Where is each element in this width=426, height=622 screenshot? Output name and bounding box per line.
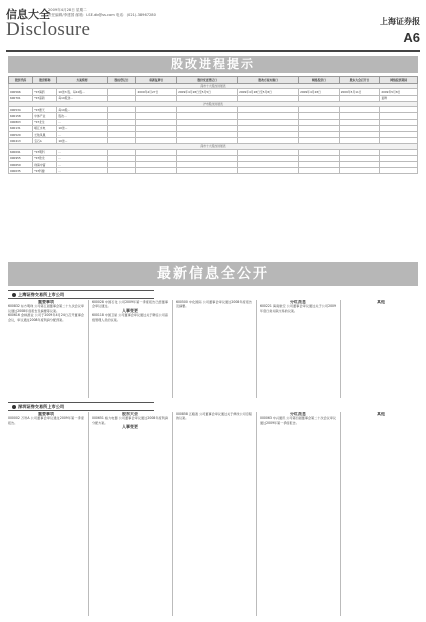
table-cell bbox=[238, 168, 299, 174]
table-cell: 000803 bbox=[9, 119, 33, 125]
table-cell bbox=[177, 168, 238, 174]
shenzhen-column-4 bbox=[256, 412, 336, 616]
column-header: 股份变更登记日 bbox=[177, 77, 238, 84]
table-cell: 2009年4月27日 bbox=[136, 89, 177, 95]
shenzhen-section-title: 深圳证券交易所上市公司 bbox=[18, 404, 65, 409]
issue-date-line bbox=[48, 8, 218, 18]
news-paragraph: 000651 格力电器 公司董事会审议通过2008年度利润分配方案。 bbox=[92, 416, 168, 425]
table-cell: 每10股... bbox=[57, 107, 107, 113]
newspaper-section-logo: 信息大全 bbox=[6, 8, 50, 21]
reform-progress-banner: 股改进程提示 bbox=[8, 56, 418, 73]
table-cell: *ST高新 bbox=[33, 95, 57, 101]
table-cell: 2009年4月28日至5月5日 bbox=[177, 89, 238, 95]
table-cell: *ST惠天 bbox=[33, 107, 57, 113]
news-paragraph: 600500 中化国际 公司董事会审议通过2008年度报告及摘要。 bbox=[176, 300, 252, 309]
editor-contact: 责任编辑/李建国 邮箱：LSE.db@ss.com 电话：(021)-38967280 bbox=[48, 13, 156, 17]
table-cell: 每10股送... bbox=[57, 95, 107, 101]
table-cell: 长航凤凰 bbox=[33, 131, 57, 137]
table-cell bbox=[299, 168, 340, 174]
column-header: 股东大会召开日 bbox=[339, 77, 380, 84]
page-number: A6 bbox=[403, 30, 420, 45]
shenzhen-column-5 bbox=[340, 412, 418, 616]
table-cell: 2009年4月28日 bbox=[299, 89, 340, 95]
table-body bbox=[9, 84, 418, 174]
news-paragraph: 600221 海南航空 公司董事会审议通过关于公司2009年度日常关联交易的议案。 bbox=[260, 304, 336, 313]
table-cell: 珠海中富 bbox=[33, 162, 57, 168]
group-label: 沪市股改进展表 bbox=[9, 101, 418, 106]
subhead-dividend: 分红派息 bbox=[290, 412, 306, 416]
shenzhen-column-1 bbox=[8, 412, 84, 616]
table-cell: ... bbox=[57, 155, 107, 161]
column-header: 股票代码 bbox=[9, 77, 33, 84]
table-cell: 600158 bbox=[9, 113, 33, 119]
shanghai-column-5 bbox=[340, 300, 418, 398]
table-cell: 宝石A bbox=[33, 138, 57, 144]
table-cell: *ST明科 bbox=[33, 149, 57, 155]
shanghai-column-1 bbox=[8, 300, 84, 398]
table-cell bbox=[339, 168, 380, 174]
paper-name: 上海证券报 bbox=[380, 16, 420, 26]
news-paragraph: 600616 金枫酒业 公司于2009年4月24日召开董事会会议，审议通过2008年度利润分配预案。 bbox=[8, 313, 84, 322]
column-header: 网络投票日 bbox=[299, 77, 340, 84]
table-cell: 2009年5月8日 bbox=[380, 89, 418, 95]
table-cell: 000566 bbox=[9, 89, 33, 95]
table-cell: 复牌 bbox=[380, 95, 418, 101]
subhead-important: 重要事项 bbox=[38, 300, 54, 304]
table-cell: 10送... bbox=[57, 138, 107, 144]
subhead-other: 其他 bbox=[377, 300, 385, 304]
news-paragraph: 000858 五粮液 公司董事会审议通过关于修改公司章程的议案。 bbox=[176, 412, 252, 421]
column-header: 重新复牌日 bbox=[136, 77, 177, 84]
table-cell: 10送3 股、每10股... bbox=[57, 89, 107, 95]
table-cell: ... bbox=[57, 168, 107, 174]
column-header: 股权登记日 bbox=[107, 77, 136, 84]
table-cell: 000413 bbox=[9, 138, 33, 144]
shanghai-section-header bbox=[8, 290, 154, 299]
table-cell: ... bbox=[57, 119, 107, 125]
group-label: 深市十大股改进展表 bbox=[9, 144, 418, 149]
subhead-important: 重要事项 bbox=[38, 412, 54, 416]
table-cell: ... bbox=[57, 162, 107, 168]
column-header: 方案简要 bbox=[57, 77, 107, 84]
news-paragraph: 600832 东方明珠 公司第五届董事会第二十九次会议审议通过2008年度报告及摘要等议案。 bbox=[8, 304, 84, 313]
table-cell bbox=[136, 168, 177, 174]
section-title-english: Disclosure bbox=[6, 19, 91, 40]
column-header: 股改方案实施日 bbox=[238, 77, 299, 84]
news-paragraph: 600118 中国卫星 公司董事会审议通过关于聘任公司高级管理人员的议案。 bbox=[92, 313, 168, 322]
table-cell: 2009年4月28日至5月8日 bbox=[238, 89, 299, 95]
latest-info-banner: 最新信息全公开 bbox=[8, 262, 418, 286]
news-paragraph: 000063 中兴通讯 公司第四届董事会第二十次会议审议通过2009年第一季度报告。 bbox=[260, 416, 336, 425]
table-cell: 股改... bbox=[57, 113, 107, 119]
column-header: 网络投票期间 bbox=[380, 77, 418, 84]
shenzhen-section-header bbox=[8, 402, 154, 411]
shenzhen-column-3 bbox=[172, 412, 252, 616]
news-paragraph: 000002 万科A 公司董事会审议通过2009年第一季度报告。 bbox=[8, 416, 84, 425]
table-cell: 600091 bbox=[9, 149, 33, 155]
table-cell: *ST欣龙 bbox=[33, 155, 57, 161]
shanghai-columns bbox=[8, 300, 418, 398]
issue-date: 2009年4月28日 星期二 bbox=[48, 8, 87, 12]
table-cell: 000955 bbox=[9, 155, 33, 161]
table-cell: *ST北生 bbox=[33, 119, 57, 125]
subhead-personnel: 人事变更 bbox=[122, 307, 138, 313]
bullet-icon bbox=[12, 405, 16, 409]
table-cell: 000035 bbox=[9, 168, 33, 174]
shanghai-column-2 bbox=[88, 300, 168, 398]
table-cell: 岷江水电 bbox=[33, 125, 57, 131]
table-cell: 000534 bbox=[9, 107, 33, 113]
subhead-meeting: 股东大会 bbox=[122, 412, 138, 416]
table-cell: ... bbox=[57, 131, 107, 137]
table-header-row bbox=[9, 77, 418, 84]
table-cell: 2009年5月11日 bbox=[339, 89, 380, 95]
table-cell: 000520 bbox=[9, 131, 33, 137]
column-header: 股票简称 bbox=[33, 77, 57, 84]
subhead-dividend: 分红派息 bbox=[290, 300, 306, 304]
shanghai-section-title: 上海证券交易所上市公司 bbox=[18, 292, 65, 297]
table-cell: 600131 bbox=[9, 125, 33, 131]
table-cell: ... bbox=[57, 149, 107, 155]
subhead-other: 其他 bbox=[377, 412, 385, 416]
shenzhen-column-2 bbox=[88, 412, 168, 616]
table-cell bbox=[380, 168, 418, 174]
masthead bbox=[6, 6, 420, 52]
table-cell: 000659 bbox=[9, 162, 33, 168]
shanghai-column-3 bbox=[172, 300, 252, 398]
table-row bbox=[9, 168, 418, 174]
shanghai-column-4 bbox=[256, 300, 336, 398]
group-label: 深市十大股改进展表 bbox=[9, 84, 418, 89]
news-paragraph: 600028 中国石化 公司2009年第一季度报告已经董事会审议通过。 bbox=[92, 300, 168, 309]
table-cell: 600701 bbox=[9, 95, 33, 101]
subhead-personnel: 人事变更 bbox=[122, 424, 138, 430]
shenzhen-columns bbox=[8, 412, 418, 616]
bullet-icon bbox=[12, 293, 16, 297]
table-cell: 10送... bbox=[57, 125, 107, 131]
reform-progress-table bbox=[8, 76, 418, 174]
table-cell: *ST科健 bbox=[33, 168, 57, 174]
table-cell: *ST海药 bbox=[33, 89, 57, 95]
table-cell: 中体产业 bbox=[33, 113, 57, 119]
table-cell bbox=[107, 168, 136, 174]
